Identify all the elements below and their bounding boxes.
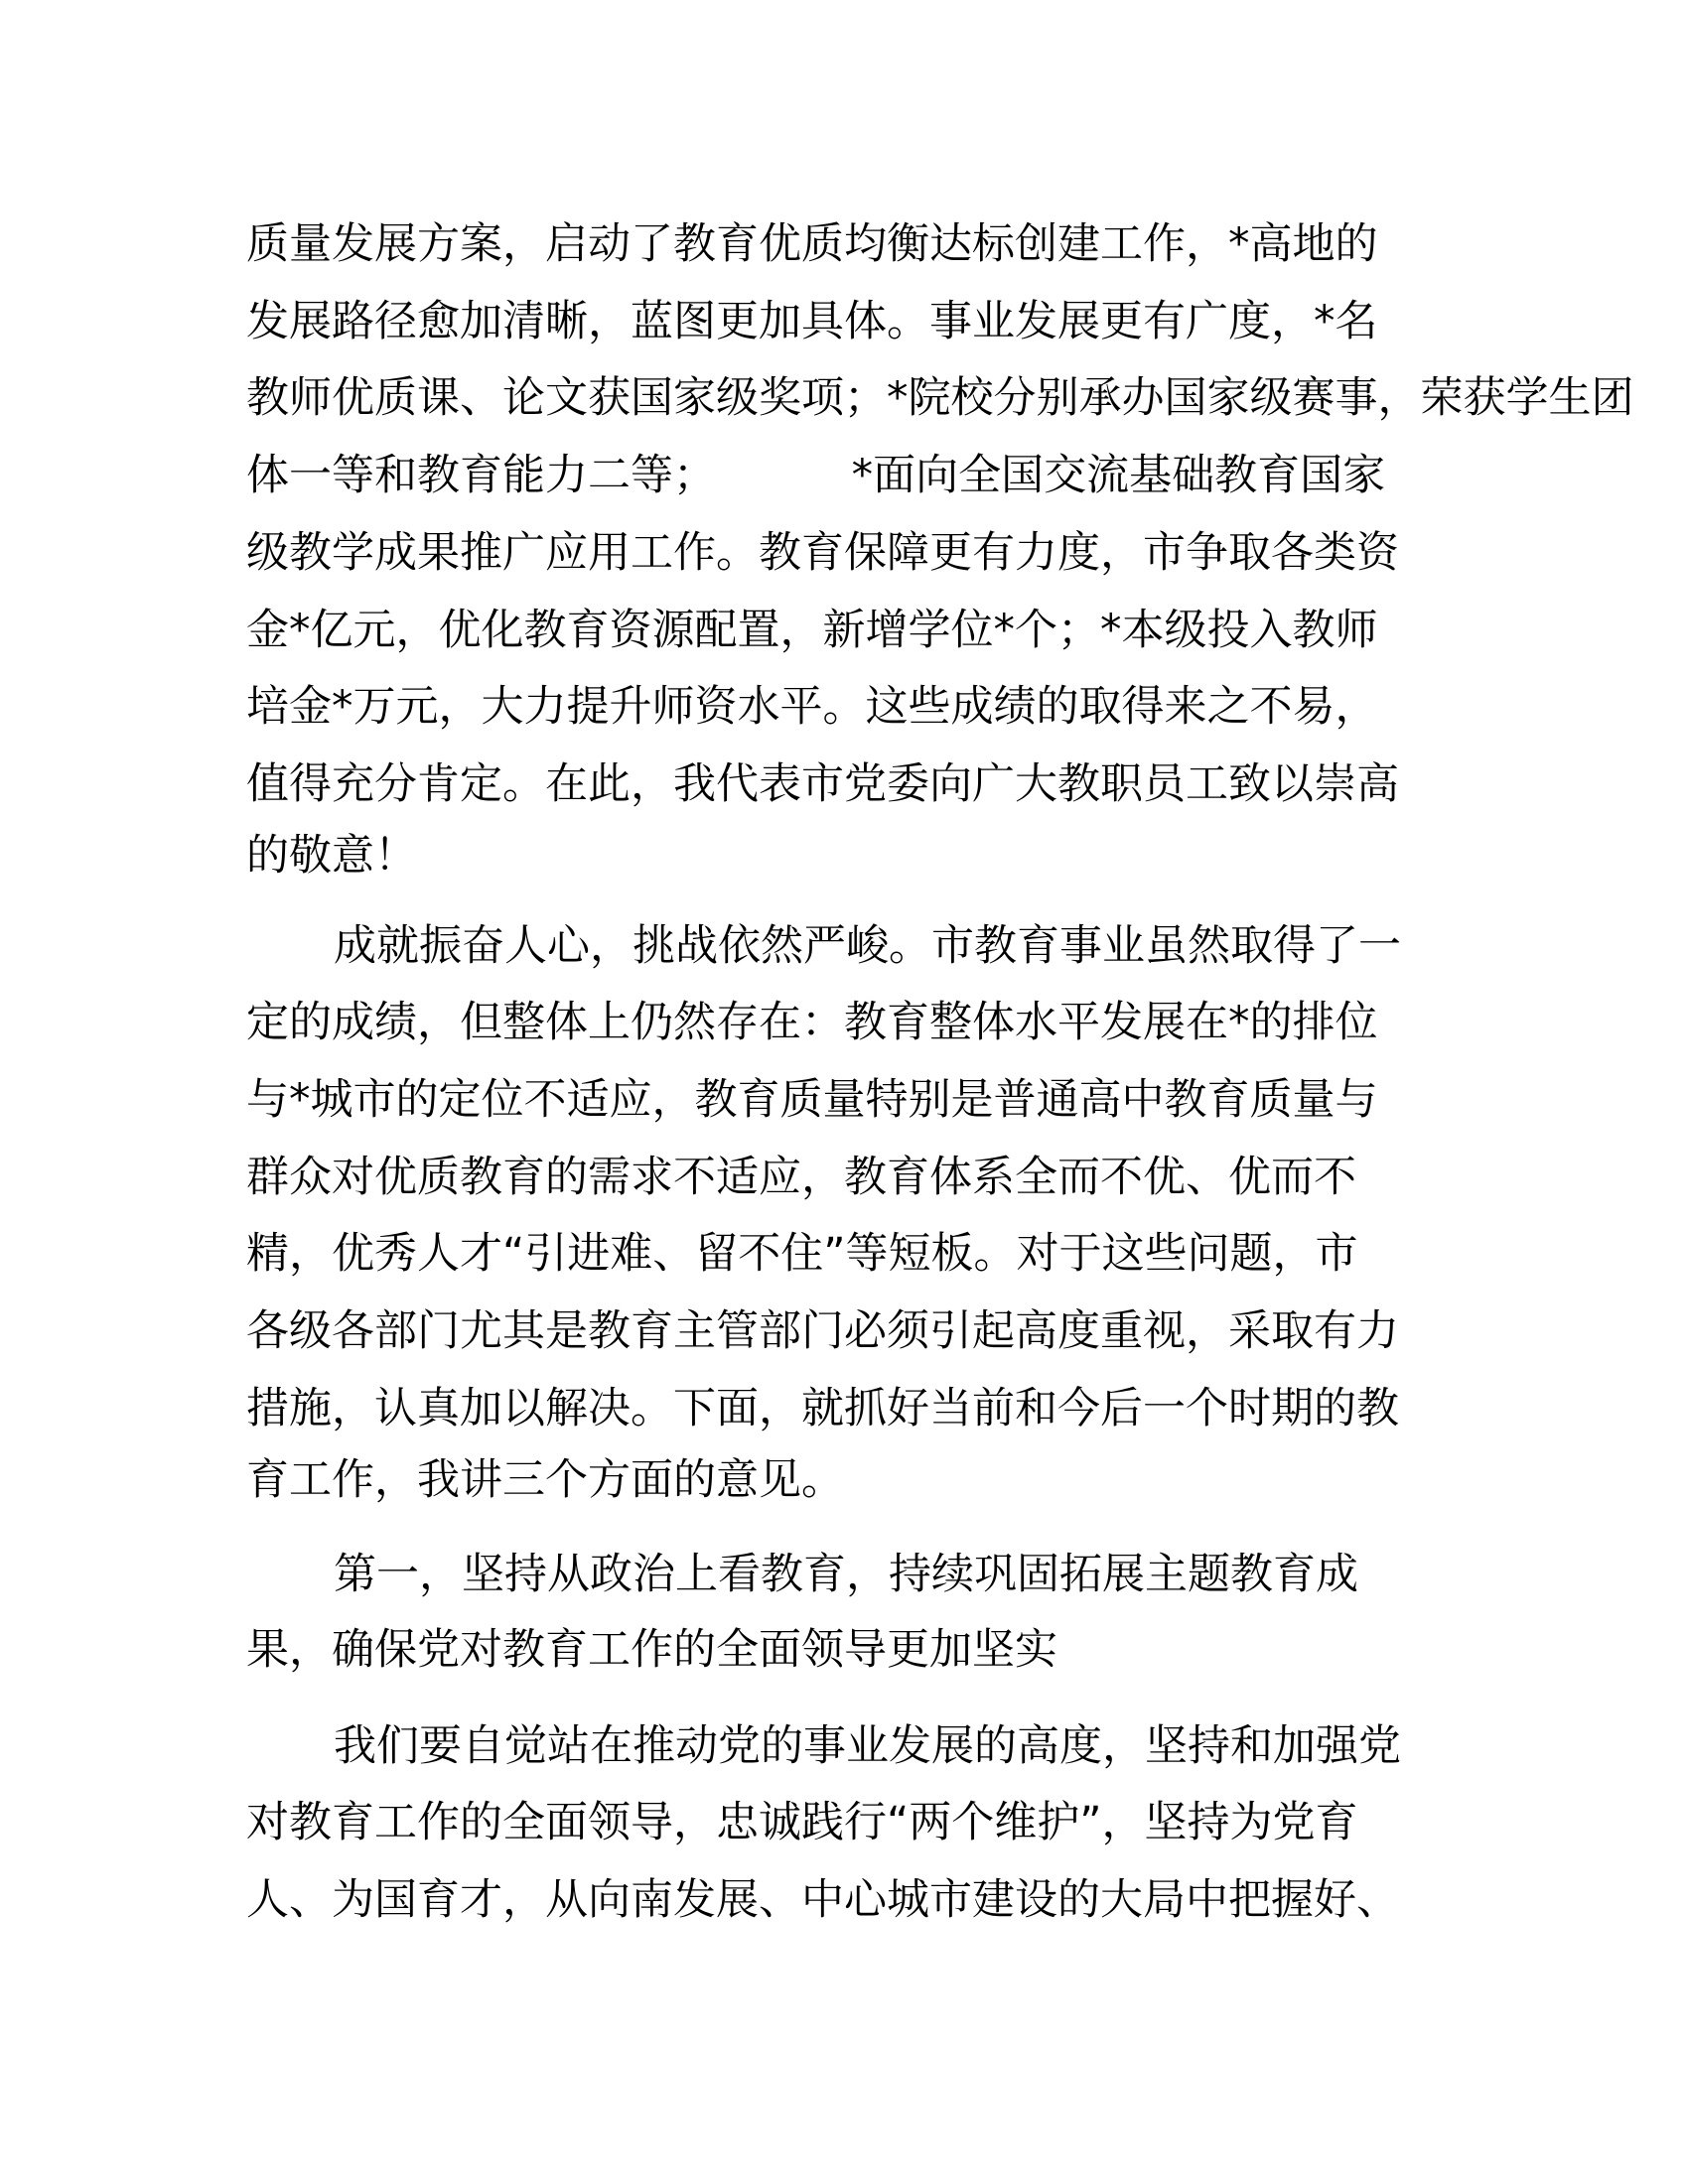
paragraph-1-line-6: 金*亿元，优化教育资源配置，新增学位*个；*本级投入教师	[246, 606, 1378, 655]
paragraph-1-line-2: 发展路径愈加清晰，蓝图更加具体。事业发展更有广度，*名	[246, 297, 1378, 346]
paragraph-1-line-9: 的敬意！	[246, 831, 417, 881]
paragraph-2-line-6: 各级各部门尤其是教育主管部门必须引起高度重视，采取有力	[246, 1306, 1399, 1356]
paragraph-2-line-5: 精，优秀人才“引进难、留不住”等短板。对于这些问题，市	[246, 1229, 1358, 1279]
paragraph-1-line-4: 体一等和教育能力二等； *面向全国交流基础教育国家	[246, 451, 1386, 500]
paragraph-1-line-3: 教师优质课、论文获国家级奖项；*院校分别承办国家级赛事，荣获学生团	[246, 373, 1634, 423]
paragraph-4-line-3: 人、为国育才，从向南发展、中心城市建设的大局中把握好、	[246, 1875, 1399, 1925]
section-heading-line-1: 第一，坚持从政治上看教育，持续巩固拓展主题教育成	[334, 1550, 1358, 1599]
paragraph-1-line-1: 质量发展方案，启动了教育优质均衡达标创建工作，*高地的	[246, 219, 1378, 269]
paragraph-1-line-5: 级教学成果推广应用工作。教育保障更有力度，市争取各类资	[246, 528, 1399, 578]
paragraph-4-line-2: 对教育工作的全面领导，忠诚践行“两个维护”，坚持为党育	[246, 1798, 1358, 1847]
paragraph-2-line-1: 成就振奋人心，挑战依然严峻。市教育事业虽然取得了一	[334, 921, 1401, 971]
paragraph-4-line-1: 我们要自觉站在推动党的事业发展的高度，坚持和加强党	[334, 1721, 1401, 1771]
paragraph-1-line-8: 值得充分肯定。在此，我代表市党委向广大教职员工致以崇高	[246, 759, 1399, 809]
paragraph-2-line-7: 措施，认真加以解决。下面，就抓好当前和今后一个时期的教	[246, 1384, 1399, 1433]
paragraph-2-line-2: 定的成绩，但整体上仍然存在：教育整体水平发展在*的排位	[246, 998, 1378, 1047]
section-heading-line-2: 果，确保党对教育工作的全面领导更加坚实	[246, 1625, 1057, 1675]
paragraph-2-line-4: 群众对优质教育的需求不适应，教育体系全而不优、优而不	[246, 1153, 1356, 1202]
paragraph-1-line-7: 培金*万元，大力提升师资水平。这些成绩的取得来之不易，	[246, 682, 1378, 732]
paragraph-2-line-8: 育工作，我讲三个方面的意见。	[246, 1455, 844, 1505]
paragraph-2-line-3: 与*城市的定位不适应，教育质量特别是普通高中教育质量与	[246, 1075, 1378, 1125]
